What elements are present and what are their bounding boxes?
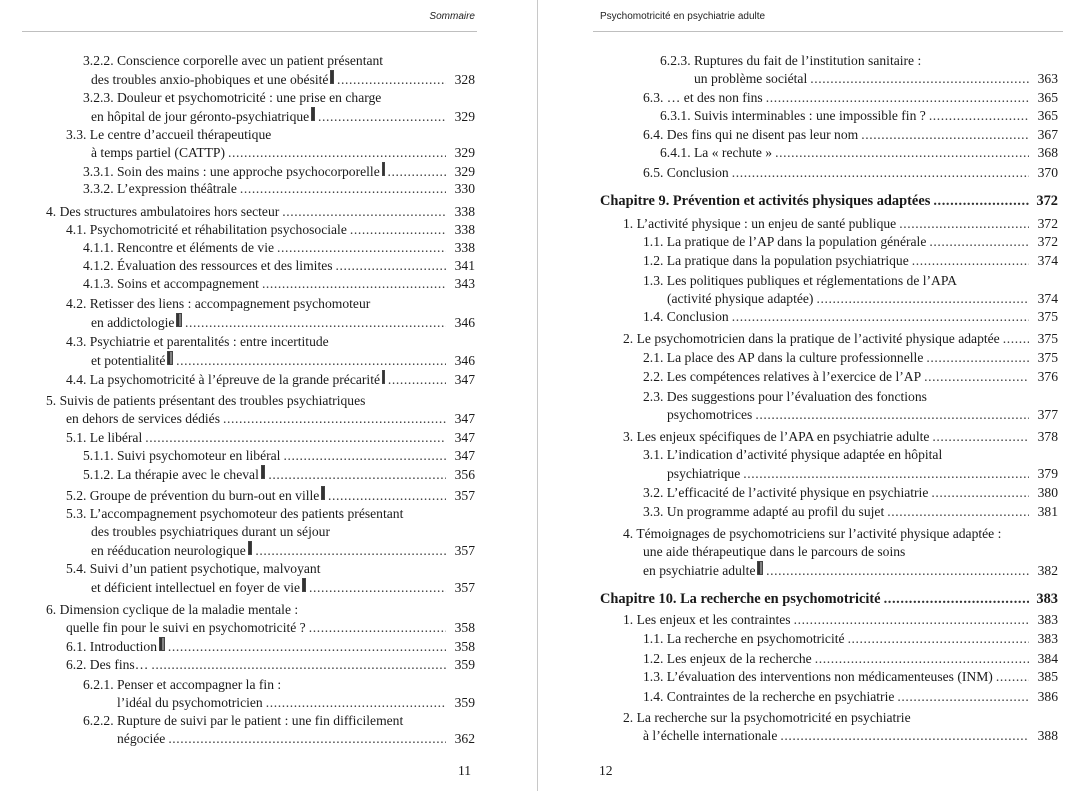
toc-entry-page: 368 <box>1037 145 1058 160</box>
toc-entry <box>83 239 475 257</box>
toc-entry-page: 367 <box>1037 127 1058 142</box>
toc-entry-title: 5.3. L’accompagnement psychomoteur des patients présentant <box>66 506 404 521</box>
dot-leader <box>899 215 1029 233</box>
toc-entry <box>83 275 475 293</box>
toc-entry-title: 6.5. Conclusion <box>643 165 729 180</box>
toc-entry-title: 3.3. Le centre d’accueil thérapeutique <box>66 127 272 142</box>
toc-entry-title: 4.1.1. Rencontre et éléments de vie <box>83 240 275 255</box>
toc-entry <box>66 619 475 637</box>
dot-leader <box>780 727 1029 745</box>
toc-entry-title: 6.2. Des fins… <box>66 657 149 672</box>
toc-entry-title: 1.1. La pratique de l’AP dans la population générale <box>643 234 927 249</box>
toc-entry <box>83 89 475 107</box>
toc-entry <box>117 694 475 712</box>
dot-leader <box>168 638 446 656</box>
toc-entry-title: 3.3. Un programme adapté au profil du sujet <box>643 504 885 519</box>
toc-entry-title: 6.3.1. Suivis interminables : une impossible fin ? <box>660 108 926 123</box>
dot-leader <box>815 650 1029 668</box>
dot-leader <box>861 126 1029 144</box>
toc-entry-title: 6.2.3. Ruptures du fait de l’institution sanitaire : <box>660 53 922 68</box>
qr-code-icon <box>382 370 385 384</box>
toc-entry-title: 1.2. La pratique dans la population psychiatrique <box>643 253 909 268</box>
toc-entry-page: 347 <box>454 372 475 387</box>
toc-entry <box>83 447 475 465</box>
toc-entry <box>66 370 475 388</box>
dot-leader <box>929 233 1029 251</box>
running-header: Psychomotricité en psychiatrie adulte <box>600 11 766 22</box>
qr-code-icon <box>248 541 253 555</box>
toc-entry-title: 1.3. Les politiques publiques et réglementations de l’APA <box>643 273 957 288</box>
toc-entry <box>643 543 1058 561</box>
toc-entry-page: 385 <box>1037 669 1058 684</box>
toc-entry-page: 347 <box>454 430 475 445</box>
dot-leader <box>794 611 1029 629</box>
toc-entry-title: Chapitre 9. Prévention et activités physiques adaptées <box>600 193 931 209</box>
toc-entry-page: 377 <box>1037 407 1058 422</box>
qr-code-icon <box>302 578 306 592</box>
toc-entry-page: 365 <box>1037 108 1058 123</box>
toc-entry-page: 365 <box>1037 90 1058 105</box>
dot-leader <box>268 466 446 484</box>
dot-leader <box>884 590 1029 608</box>
toc-entry-page: 357 <box>454 580 475 595</box>
toc-entry <box>66 333 475 351</box>
dot-leader <box>924 368 1029 386</box>
toc-entry <box>600 192 1058 210</box>
toc-entry <box>117 730 475 748</box>
toc-entry-title: 6.2.2. Rupture de suivi par le patient : une fin difficilement <box>83 713 404 728</box>
toc-entry-page: 382 <box>1037 563 1058 578</box>
dot-leader <box>816 290 1029 308</box>
toc-entry <box>83 465 475 483</box>
dot-leader <box>926 349 1029 367</box>
toc-entry <box>66 637 475 655</box>
dot-leader <box>388 371 446 389</box>
toc-entry-title: 2.2. Les compétences relatives à l’exercice de l’AP <box>643 369 922 384</box>
toc-entry-title: un problème sociétal <box>694 71 808 86</box>
toc-entry-title: 1. L’activité physique : un enjeu de santé publique <box>623 216 897 231</box>
toc-entry-title: en rééducation neurologique <box>91 543 246 558</box>
toc-entry-page: 341 <box>454 258 475 273</box>
toc-entry-title: 6. Dimension cyclique de la maladie mentale : <box>46 602 299 617</box>
toc-entry <box>91 70 475 88</box>
toc-entry-page: 383 <box>1037 631 1058 646</box>
toc-entry <box>66 560 475 578</box>
toc-entry-page: 356 <box>454 467 475 482</box>
toc-entry-page: 376 <box>1037 369 1058 384</box>
toc-entry <box>623 428 1058 446</box>
toc-entry <box>623 611 1058 629</box>
toc-entry-title: 4.1.2. Évaluation des ressources et des limites <box>83 258 333 273</box>
toc-entry <box>83 676 475 694</box>
toc-entry <box>83 257 475 275</box>
toc-entry-title: 3.1. L’indication d’activité physique adaptée en hôpital <box>643 447 943 462</box>
dot-leader <box>228 144 446 162</box>
toc-entry-title: en psychiatrie adulte <box>643 563 756 578</box>
toc-entry-title: en addictologie <box>91 315 175 330</box>
page-number: 12 <box>599 763 613 778</box>
toc-entry-page: 375 <box>1037 350 1058 365</box>
toc-entry-title: à temps partiel (CATTP) <box>91 145 226 160</box>
toc-entry <box>91 144 475 162</box>
right-page <box>533 0 1066 791</box>
toc-entry <box>643 446 1058 464</box>
toc-entry-title: 1.3. L’évaluation des interventions non médicamenteuses (INM) <box>643 669 993 684</box>
toc-entry-title: et potentialité <box>91 353 166 368</box>
dot-leader <box>810 70 1029 88</box>
toc-entry <box>91 541 475 559</box>
toc-entry-title: quelle fin pour le suivi en psychomotricité ? <box>66 620 306 635</box>
toc-entry-title: 3. Les enjeux spécifiques de l’APA en psychiatrie adulte <box>623 429 930 444</box>
toc-entry <box>643 252 1058 270</box>
toc-entry-title: 1.4. Conclusion <box>643 309 729 324</box>
dot-leader <box>255 542 446 560</box>
toc-entry-page: 370 <box>1037 165 1058 180</box>
page-number: 11 <box>458 763 472 778</box>
dot-leader <box>176 352 446 370</box>
toc-entry <box>643 630 1058 648</box>
toc-entry-title: 1. Les enjeux et les contraintes <box>623 612 791 627</box>
toc-entry <box>46 392 475 410</box>
qr-code-icon <box>330 70 334 84</box>
toc-entry <box>623 709 1058 727</box>
toc-entry-title: 1.2. Les enjeux de la recherche <box>643 651 812 666</box>
dot-leader <box>743 465 1029 483</box>
toc-entry-page: 358 <box>454 639 475 654</box>
toc-entry-page: 343 <box>454 276 475 291</box>
toc-entry <box>643 727 1058 745</box>
toc-entry-page: 381 <box>1037 504 1058 519</box>
dot-leader <box>266 694 446 712</box>
toc-entry-title: Chapitre 10. La recherche en psychomotricité <box>600 591 881 607</box>
toc-entry-page: 383 <box>1037 612 1058 627</box>
toc-entry <box>66 126 475 144</box>
toc-entry-page: 363 <box>1037 71 1058 86</box>
dot-leader <box>766 562 1029 580</box>
toc-entry-title: 4.3. Psychiatrie et parentalités : entre incertitude <box>66 334 329 349</box>
toc-entry-title: 5. Suivis de patients présentant des troubles psychiatriques <box>46 393 366 408</box>
toc-entry <box>643 484 1058 502</box>
qr-code-icon <box>757 561 763 575</box>
toc-entry <box>643 503 1058 521</box>
dot-leader <box>223 410 446 428</box>
toc-entry <box>643 368 1058 386</box>
toc-entry-title: (activité physique adaptée) <box>667 291 814 306</box>
toc-entry-page: 378 <box>1037 429 1058 444</box>
toc-entry-title: 4.2. Retisser des liens : accompagnement psychomoteur <box>66 296 371 311</box>
dot-leader <box>933 192 1029 210</box>
toc-entry-title: 6.1. Introduction <box>66 639 157 654</box>
toc-entry <box>643 561 1058 579</box>
toc-entry-page: 357 <box>454 543 475 558</box>
toc-entry <box>623 525 1058 543</box>
qr-code-icon <box>167 351 173 365</box>
toc-entry-page: 388 <box>1037 728 1058 743</box>
toc-entry <box>91 523 475 541</box>
toc-entry-title: 5.1.2. La thérapie avec le cheval <box>83 467 259 482</box>
toc-entry-title: 4. Des structures ambulatoires hors secteur <box>46 204 280 219</box>
toc-entry-title: des troubles anxio-phobiques et une obésité <box>91 72 329 87</box>
toc-entry-title: 4.1.3. Soins et accompagnement <box>83 276 259 291</box>
dot-leader <box>996 668 1029 686</box>
toc-entry-title: 1.1. La recherche en psychomotricité <box>643 631 845 646</box>
toc-entry-title: 3.2.2. Conscience corporelle avec un patient présentant <box>83 53 384 68</box>
toc-entry-title: en dehors de services dédiés <box>66 411 221 426</box>
toc-entry <box>667 290 1058 308</box>
dot-leader <box>283 447 446 465</box>
toc-entry-page: 346 <box>454 353 475 368</box>
dot-leader <box>145 429 446 447</box>
toc-entry <box>66 656 475 674</box>
toc-entry <box>91 351 475 369</box>
dot-leader <box>240 180 446 198</box>
toc-entry-title: et déficient intellectuel en foyer de vie <box>91 580 301 595</box>
toc-entry <box>66 295 475 313</box>
toc-entry-title: 2. La recherche sur la psychomotricité en psychiatrie <box>623 710 911 725</box>
toc-entry <box>643 688 1058 706</box>
toc-entry <box>643 349 1058 367</box>
toc-entry <box>643 126 1058 144</box>
toc-entry-page: 359 <box>454 695 475 710</box>
toc-entry-title: 6.4. Des fins qui ne disent pas leur nom <box>643 127 859 142</box>
toc-entry-title: 6.4.1. La « rechute » <box>660 145 773 160</box>
toc-entry-title: 2.3. Des suggestions pour l’évaluation des fonctions <box>643 389 927 404</box>
toc-entry-title: 5.4. Suivi d’un patient psychotique, malvoyant <box>66 561 321 576</box>
dot-leader <box>755 406 1029 424</box>
toc-entry-page: 338 <box>454 204 475 219</box>
toc-entry <box>694 70 1058 88</box>
toc-entry-page: 338 <box>454 240 475 255</box>
toc-entry-page: 380 <box>1037 485 1058 500</box>
toc-entry-page: 379 <box>1037 466 1058 481</box>
toc-entry-page: 358 <box>454 620 475 635</box>
toc-entry <box>91 578 475 596</box>
toc-entry-page: 372 <box>1036 193 1058 209</box>
toc-entry <box>667 406 1058 424</box>
dot-leader <box>1003 330 1029 348</box>
toc-entry-page: 372 <box>1037 234 1058 249</box>
toc-entry-title: 2.1. La place des AP dans la culture professionnelle <box>643 350 924 365</box>
dot-leader <box>318 108 446 126</box>
dot-leader <box>931 484 1029 502</box>
toc-entry <box>623 215 1058 233</box>
toc-entry-title: 3.2.3. Douleur et psychomotricité : une prise en charge <box>83 90 382 105</box>
toc-entry <box>83 180 475 198</box>
dot-leader <box>912 252 1029 270</box>
toc-entry <box>91 313 475 331</box>
toc-entry-page: 338 <box>454 222 475 237</box>
dot-leader <box>848 630 1029 648</box>
qr-code-icon <box>159 637 165 651</box>
toc-entry <box>660 107 1058 125</box>
toc-entry-page: 374 <box>1037 253 1058 268</box>
qr-code-icon <box>176 313 182 327</box>
toc-entry-title: 4.1. Psychomotricité et réhabilitation psychosociale <box>66 222 347 237</box>
toc-entry-page: 386 <box>1037 689 1058 704</box>
toc-entry <box>66 505 475 523</box>
toc-entry-page: 384 <box>1037 651 1058 666</box>
toc-entry-page: 347 <box>454 448 475 463</box>
toc-entry-title: 4.4. La psychomotricité à l’épreuve de la grande précarité <box>66 372 381 387</box>
dot-leader <box>897 688 1029 706</box>
toc-entry <box>667 465 1058 483</box>
toc-entry <box>46 203 475 221</box>
toc-entry-page: 362 <box>454 731 475 746</box>
toc-entry-page: 329 <box>454 164 475 179</box>
toc-entry-page: 347 <box>454 411 475 426</box>
dot-leader <box>766 89 1029 107</box>
dot-leader <box>185 314 446 332</box>
toc-entry-title: en hôpital de jour géronto-psychiatrique <box>91 109 310 124</box>
toc-entry-page: 346 <box>454 315 475 330</box>
toc-entry-page: 374 <box>1037 291 1058 306</box>
toc-entry <box>643 164 1058 182</box>
toc-entry <box>83 162 475 180</box>
dot-leader <box>350 221 446 239</box>
qr-code-icon <box>261 465 265 479</box>
toc-entry-title: 5.1.1. Suivi psychomoteur en libéral <box>83 448 281 463</box>
running-header: Sommaire <box>429 11 475 22</box>
dot-leader <box>151 656 446 674</box>
toc-list <box>533 0 1066 791</box>
toc-entry-title: négociée <box>117 731 166 746</box>
qr-code-icon <box>382 162 385 176</box>
toc-entry <box>643 388 1058 406</box>
toc-entry-title: des troubles psychiatriques durant un séjour <box>91 524 330 539</box>
toc-entry-page: 383 <box>1036 591 1058 607</box>
toc-entry <box>66 429 475 447</box>
dot-leader <box>887 503 1029 521</box>
dot-leader <box>277 239 446 257</box>
dot-leader <box>309 619 446 637</box>
toc-entry-title: 5.1. Le libéral <box>66 430 143 445</box>
toc-entry-page: 372 <box>1037 216 1058 231</box>
toc-entry-page: 375 <box>1037 309 1058 324</box>
toc-entry <box>643 668 1058 686</box>
toc-entry <box>83 52 475 70</box>
dot-leader <box>337 71 446 89</box>
toc-entry <box>660 52 1058 70</box>
toc-entry-page: 330 <box>454 181 475 196</box>
toc-entry-page: 328 <box>454 72 475 87</box>
dot-leader <box>309 579 446 597</box>
toc-entry-page: 329 <box>454 109 475 124</box>
dot-leader <box>732 308 1029 326</box>
dot-leader <box>336 257 446 275</box>
toc-entry-title: 3.3.1. Soin des mains : une approche psychocorporelle <box>83 164 380 179</box>
toc-entry <box>623 330 1058 348</box>
dot-leader <box>775 144 1029 162</box>
toc-entry <box>643 308 1058 326</box>
toc-entry-title: l’idéal du psychomotricien <box>117 695 263 710</box>
toc-entry-page: 329 <box>454 145 475 160</box>
toc-entry <box>66 221 475 239</box>
dot-leader <box>262 275 446 293</box>
toc-entry-title: psychomotrices <box>667 407 753 422</box>
toc-entry <box>643 89 1058 107</box>
toc-entry-title: 6.2.1. Penser et accompagner la fin : <box>83 677 282 692</box>
dot-leader <box>932 428 1029 446</box>
toc-entry-page: 357 <box>454 488 475 503</box>
toc-entry-page: 375 <box>1037 331 1058 346</box>
toc-entry-title: 6.3. … et des non fins <box>643 90 763 105</box>
toc-entry-title: 1.4. Contraintes de la recherche en psychiatrie <box>643 689 895 704</box>
toc-entry <box>643 233 1058 251</box>
toc-entry-title: une aide thérapeutique dans le parcours de soins <box>643 544 906 559</box>
dot-leader <box>388 163 446 181</box>
toc-entry <box>91 107 475 125</box>
toc-entry <box>83 712 475 730</box>
toc-entry-title: à l’échelle internationale <box>643 728 778 743</box>
qr-code-icon <box>311 107 315 121</box>
qr-code-icon <box>321 486 325 500</box>
toc-entry-title: psychiatrique <box>667 466 741 481</box>
dot-leader <box>929 107 1029 125</box>
toc-entry-title: 4. Témoignages de psychomotriciens sur l’activité physique adaptée : <box>623 526 1002 541</box>
toc-entry-title: 3.2. L’efficacité de l’activité physique en psychiatrie <box>643 485 929 500</box>
toc-entry <box>600 590 1058 608</box>
toc-entry <box>66 486 475 504</box>
toc-entry <box>643 650 1058 668</box>
dot-leader <box>732 164 1029 182</box>
toc-entry-title: 3.3.2. L’expression théâtrale <box>83 181 237 196</box>
dot-leader <box>282 203 446 221</box>
toc-entry <box>46 601 475 619</box>
dot-leader <box>168 730 446 748</box>
toc-entry-title: 5.2. Groupe de prévention du burn-out en ville <box>66 488 320 503</box>
dot-leader <box>328 487 446 505</box>
toc-entry <box>660 144 1058 162</box>
toc-entry <box>66 410 475 428</box>
toc-entry-title: 2. Le psychomotricien dans la pratique de l’activité physique adaptée <box>623 331 1000 346</box>
toc-entry <box>643 272 1058 290</box>
toc-entry-page: 359 <box>454 657 475 672</box>
